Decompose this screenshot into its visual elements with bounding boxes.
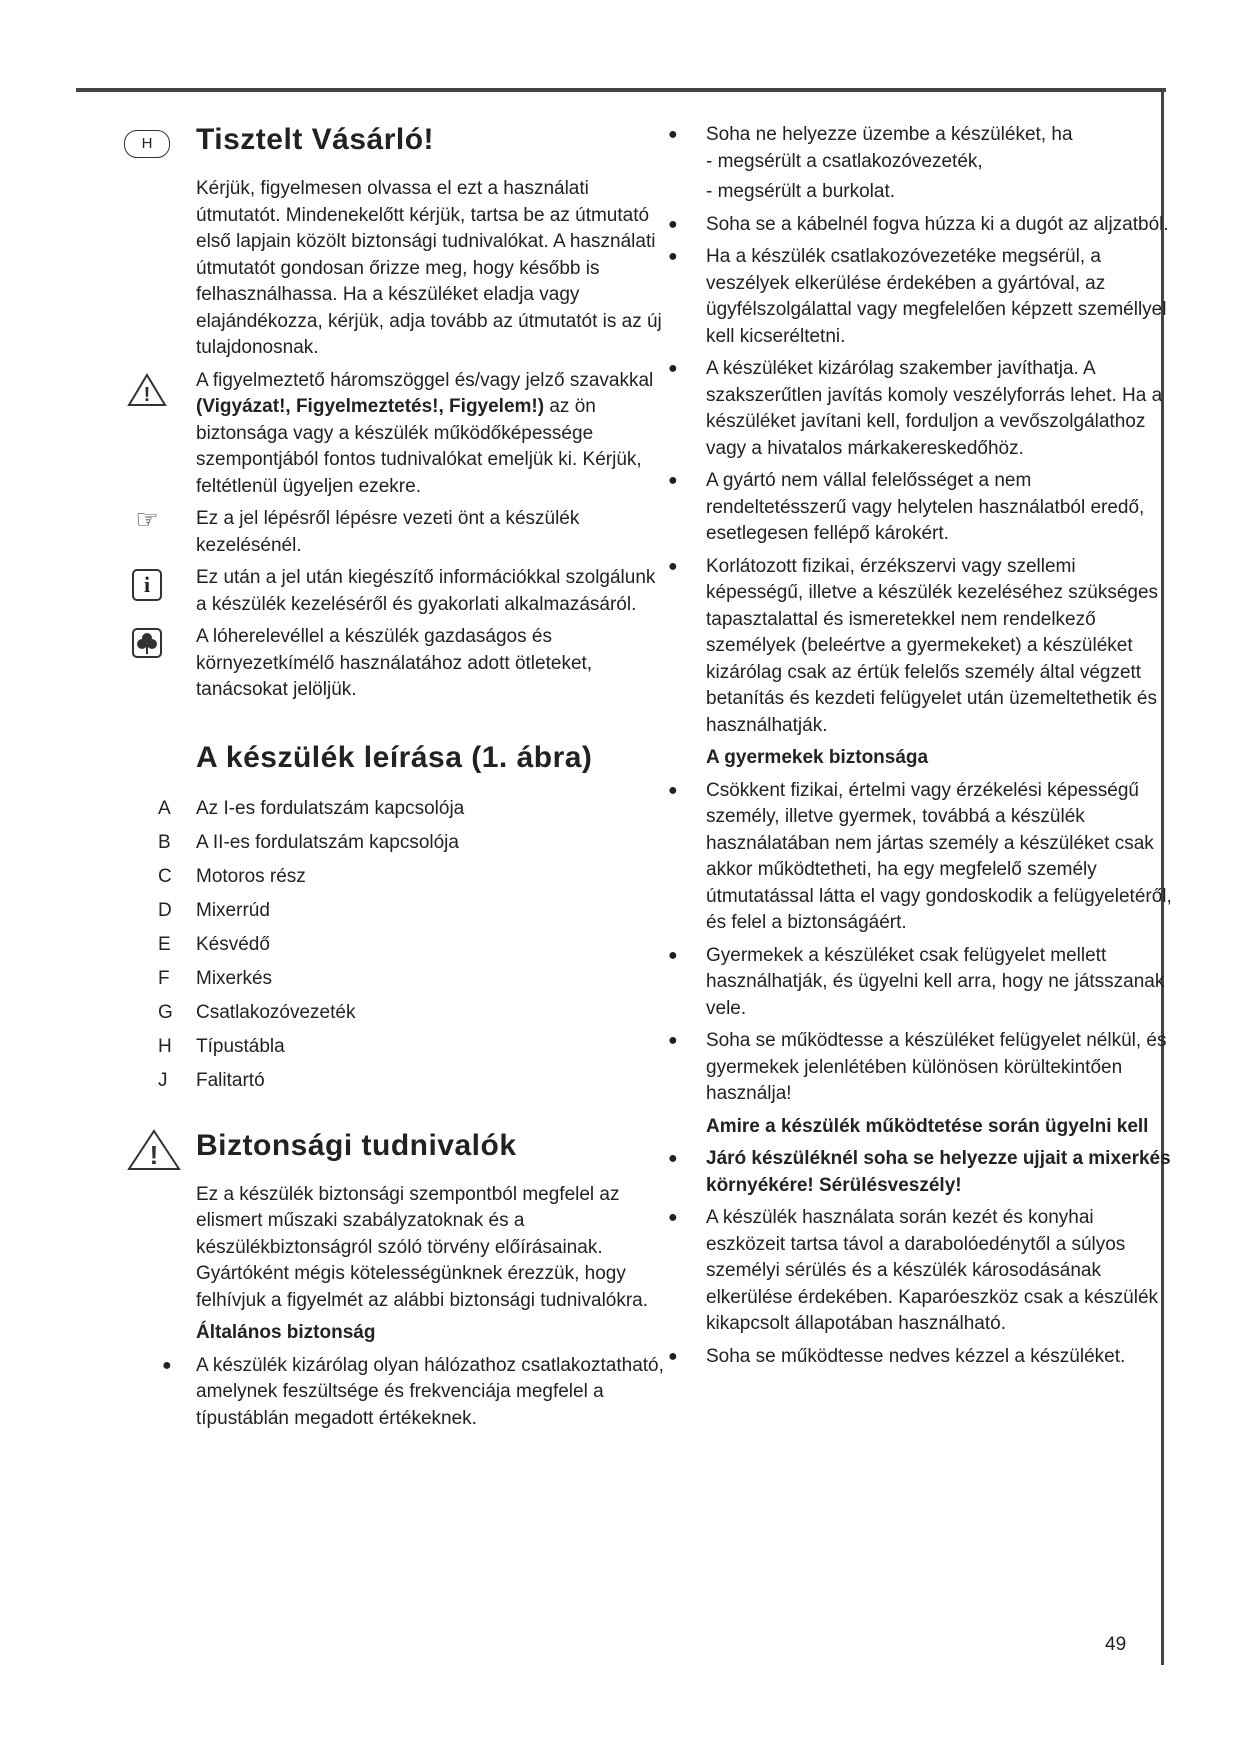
- info-icon: i: [126, 569, 168, 601]
- list-item: [158, 828, 666, 862]
- dash-item: - megsérült a burkolat.: [706, 181, 896, 202]
- list-item: [668, 1344, 1176, 1371]
- part-label: Mixerrúd: [196, 899, 270, 921]
- bullet-icon: ●: [668, 557, 678, 575]
- bullet-text: A gyártó nem vállal felelősséget a nem rendeltetésszerű vagy helytelen használatból eredő, esetlegesen fellépő károkért.: [706, 470, 1145, 544]
- bullet-text: Járó készüléknél soha se helyezze ujjait a mixerkés környékére! Sérülésveszély!: [706, 1148, 1171, 1196]
- bullet-text: Soha ne helyezze üzembe a készüléket, ha: [706, 124, 1073, 145]
- list-item: [668, 356, 1176, 462]
- list-item: [158, 1066, 666, 1100]
- list-item: [158, 964, 666, 998]
- list-item: [668, 212, 1176, 239]
- info-text: Ez után a jel után kiegészítő információkkal szolgálunk a készülék kezeléséről és gyakorlati alkalmazásáról.: [196, 567, 656, 615]
- top-rule: [76, 88, 1166, 92]
- bullet-text: Soha se a kábelnél fogva húzza ki a dugót az aljzatból.: [706, 213, 1169, 235]
- bullet-text: A készüléket kizárólag szakember javíthatja. A szakszerűtlen javítás komoly veszélyforrás lehet. Ha a készüléket javítani kell, forduljon a vevőszolgálathoz vagy a hivatalos márkakereskedőhöz.: [706, 358, 1163, 459]
- part-letter: J: [158, 1069, 168, 1091]
- part-label: A II-es fordulatszám kapcsolója: [196, 831, 459, 853]
- list-item: [158, 998, 666, 1032]
- part-letter: B: [158, 831, 171, 853]
- operation-heading: Amire a készülék működtetése során ügyelni kell: [706, 1115, 1149, 1137]
- bullet-icon: ●: [668, 360, 678, 377]
- left-bullet-text: A készülék kizárólag olyan hálózathoz csatlakoztatható, amelynek feszültsége és frekvenciája megfelel a típustáblán megadott értékeknek.: [196, 1354, 664, 1429]
- part-letter: A: [158, 797, 171, 819]
- bullet-text: Soha se működtesse a készüléket felügyelet nélkül, és gyermekek jelenlétében különösen körültekintően használja!: [706, 1030, 1167, 1104]
- page-number: 49: [1105, 1634, 1127, 1655]
- list-item: [158, 896, 666, 930]
- safety-title: Biztonsági tudnivalók: [196, 1128, 517, 1162]
- intro-paragraph: Kérjük, figyelmesen olvassa el ezt a használati útmutatót. Mindenekelőtt kérjük, tartsa be az útmutató első lapjain közölt biztonsági tudnivalókat. A használati útmutatót gondosan őrizze meg, hogy később is felhasználhassa. Ha a készüléket eladja vagy elajándékozza, kérjük, adja tovább az útmutatót is az új tulajdonosnak.: [196, 178, 662, 358]
- part-label: Motoros rész: [196, 865, 306, 887]
- bullet-text: Soha se működtesse nedves kézzel a készüléket.: [706, 1345, 1126, 1367]
- list-item: [668, 468, 1176, 548]
- list-item: [668, 1205, 1176, 1338]
- parts-list: [158, 794, 666, 1100]
- left-column: [135, 122, 666, 1438]
- warning-note: [143, 368, 666, 501]
- list-item: [162, 1353, 666, 1433]
- part-label: Az I-es fordulatszám kapcsolója: [196, 797, 465, 819]
- bullet-text: Csökkent fizikai, értelmi vagy érzékelési képességű személy, illetve gyermek, továbbá a készülék használatában nem jártas személy a készüléket csak akkor működtetheti, ha egy megfelelő személy útmutatással látta el vagy gondoskodik a felügyeletéről, és felel a biztonságáért.: [706, 779, 1172, 933]
- bullet-icon: ●: [668, 1150, 678, 1167]
- clover-text: A lóherelevéllel a készülék gazdaságos és környezetkímélő használatához adott ötleteket, tanácsokat jelöljük.: [196, 626, 593, 700]
- intro-heading-row: [141, 122, 666, 158]
- bullet-text: Ha a készülék csatlakozóvezetéke megsérül, a veszélyek elkerülése érdekében a gyártóval, az ügyfélszolgálattal vagy megfelelően képzett személlyel kell kicseréltetni.: [706, 246, 1167, 347]
- bullet-icon: ●: [668, 215, 678, 233]
- bullet-icon: ●: [162, 1356, 172, 1374]
- intro-title: Tisztelt Vásárló!: [196, 123, 435, 156]
- warning-text-a: A figyelmeztető háromszöggel és/vagy jelző szavakkal: [196, 369, 654, 391]
- bullet-icon: ●: [668, 472, 678, 489]
- part-letter: F: [158, 967, 170, 989]
- list-item: [668, 778, 1176, 937]
- bullet-text: A készülék használata során kezét és konyhai eszközeit tartsa távol a darabolóedénytől a súlyos személyi sérülés és a készülék károsodásának elkerülése érdekében. Kaparóeszköz csak a készülék kikapcsolt állapotában használható.: [706, 1207, 1159, 1334]
- part-letter: H: [158, 1035, 172, 1057]
- warning-text-bold: (Vigyázat!, Figyelmeztetés!, Figyelem!): [196, 396, 545, 417]
- safety-intro: Ez a készülék biztonsági szempontból megfelel az elismert műszaki szabályzatoknak és a készülékbiztonságról szóló törvény előírásainak. Gyártóként mégis kötelességünknek érezzük, hogy felhívjuk a figyelmét az alábbi biztonsági tudnivalókra.: [196, 1183, 649, 1311]
- warning-triangle-icon: [126, 372, 168, 417]
- part-label: Késvédő: [196, 933, 270, 955]
- info-note: [143, 565, 666, 618]
- part-label: Mixerkés: [196, 967, 273, 989]
- list-item: [668, 1028, 1176, 1108]
- bullet-text: Gyermekek a készüléket csak felügyelet mellett használhatják, és ügyelni kell arra, hogy ne játsszanak vele.: [706, 944, 1165, 1019]
- warning-triangle-icon: [126, 1128, 168, 1181]
- list-item: [158, 930, 666, 964]
- part-label: Típustábla: [196, 1035, 285, 1057]
- pointing-hand-icon: ☞: [135, 504, 159, 534]
- bullet-icon: ●: [668, 946, 678, 964]
- clover-note: [196, 624, 666, 704]
- part-letter: C: [158, 865, 172, 887]
- list-item: [668, 244, 1176, 350]
- list-item: [158, 794, 666, 828]
- bullet-icon: ●: [668, 1032, 678, 1049]
- right-column: [668, 122, 1176, 1376]
- language-badge: H: [124, 130, 170, 158]
- bullet-icon: ●: [668, 248, 678, 265]
- list-item: [668, 943, 1176, 1023]
- list-item: [668, 554, 1176, 740]
- part-label: Csatlakozóvezeték: [196, 1001, 356, 1023]
- list-item: [158, 1032, 666, 1066]
- part-letter: G: [158, 1001, 173, 1023]
- description-title: A készülék leírása (1. ábra): [196, 740, 593, 774]
- hand-note: [135, 504, 666, 559]
- list-item: [668, 122, 1176, 206]
- bullet-icon: ●: [668, 1209, 678, 1226]
- bullet-text: Korlátozott fizikai, érzékszervi vagy szellemi képességű, illetve a készülék kezeléséhez szükséges tapasztalattal és ismeretekkel nem rendelkező személyek (beleértve a gyermekeket) a készüléket kizárólag csak az értük felelős személy által végzett betanítás és kezdeti felügyelet után üzemeltethetik és használhatják.: [706, 555, 1159, 736]
- safety-heading-row: [149, 1128, 666, 1170]
- warning-text-b: az ön biztonsága vagy a készülék működőképessége szempontjából fontos tudnivalókat emeljük ki. Kérjük, feltétlenül ügyeljen ezekre.: [196, 396, 642, 497]
- bullet-icon: ●: [668, 126, 678, 143]
- bullet-icon: ●: [668, 781, 678, 799]
- clover-leaf-icon: [126, 628, 168, 667]
- svg-text:!: !: [149, 1139, 159, 1170]
- dash-item: - megsérült a csatlakozóvezeték,: [706, 150, 983, 172]
- children-safety-heading: A gyermekek biztonsága: [706, 747, 929, 768]
- bullet-icon: ●: [668, 1347, 678, 1365]
- part-letter: E: [158, 933, 171, 955]
- list-item: [158, 862, 666, 896]
- part-label: Falitartó: [196, 1069, 265, 1091]
- hand-text: Ez a jel lépésről lépésre vezeti önt a készülék kezelésénél.: [196, 508, 580, 556]
- general-safety-heading: Általános biztonság: [196, 1322, 376, 1343]
- part-letter: D: [158, 899, 172, 921]
- svg-text:!: !: [143, 383, 151, 406]
- list-item: [668, 1146, 1176, 1199]
